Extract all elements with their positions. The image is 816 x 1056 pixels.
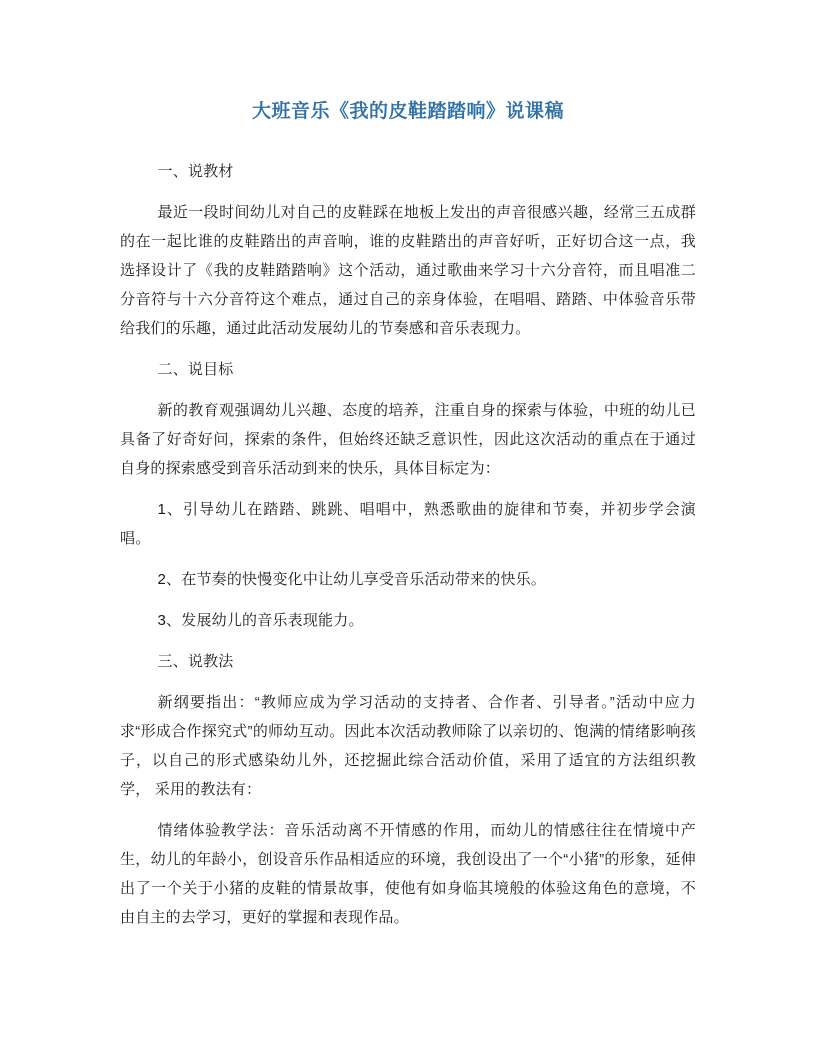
paragraph-goals-intro: 新的教育观强调幼儿兴趣、态度的培养，注重自身的探索与体验，中班的幼儿已具备了好奇好问，探索的条件，但始终还缺乏意识性，因此这次活动的重点在于通过自身的探索感受到音乐活动到来的快乐，具体目标定为： (120, 402, 696, 477)
list-item-goal-2: 2、在节奏的快慢变化中让幼儿享受音乐活动带来的快乐。 (157, 571, 547, 588)
paragraph-emotional-experience-method: 情绪体验教学法：音乐活动离不开情感的作用，而幼儿的情感往往在情境中产生，幼儿的年龄小，创设音乐作品相适应的环境，我创设出了一个“小猪”的形象，延伸出了一个关于小猪的皮鞋的情景故事，使他有如身临其境般的体验这角色的意境，不由自主的去学习，更好的掌握和表现作品。 (120, 822, 696, 926)
list-item-goal-3: 3、发展幼儿的音乐表现能力。 (157, 612, 364, 629)
document-title: 大班音乐《我的皮鞋踏踏响》说课稿 (251, 101, 564, 122)
section-heading-teaching-material: 一、说教材 (157, 163, 234, 180)
list-item-goal-1: 1、引导幼儿在踏踏、跳跳、唱唱中，熟悉歌曲的旋律和节奏，并初步学会演唱。 (120, 501, 696, 547)
section-heading-goals: 二、说目标 (157, 361, 234, 378)
paragraph-teaching-method-intro: 新纲要指出：“教师应成为学习活动的支持者、合作者、引导者。”活动中应力求“形成合作探究式”的师幼互动。因此本次活动教师除了以亲切的、饱满的情绪影响孩 子，以自己的形式感染幼儿外，还挖掘此综合活动价值，采用了适宜的方法组织教学， 采用的教法有： (120, 694, 696, 798)
section-heading-teaching-method: 三、说教法 (157, 653, 234, 670)
paragraph-teaching-material-body: 最近一段时间幼儿对自己的皮鞋踩在地板上发出的声音很感兴趣，经常三五成群的在一起比谁的皮鞋踏出的声音响，谁的皮鞋踏出的声音好听，正好切合这一点，我选择设计了《我的皮鞋踏踏响》这个活动，通过歌曲来学习十六分音符，而且唱准二分音符与十六分音符这个难点，通过自己的亲身体验，在唱唱、踏踏、中体验音乐带给我们的乐趣，通过此活动发展幼儿的节奏感和音乐表现力。 (120, 204, 696, 337)
